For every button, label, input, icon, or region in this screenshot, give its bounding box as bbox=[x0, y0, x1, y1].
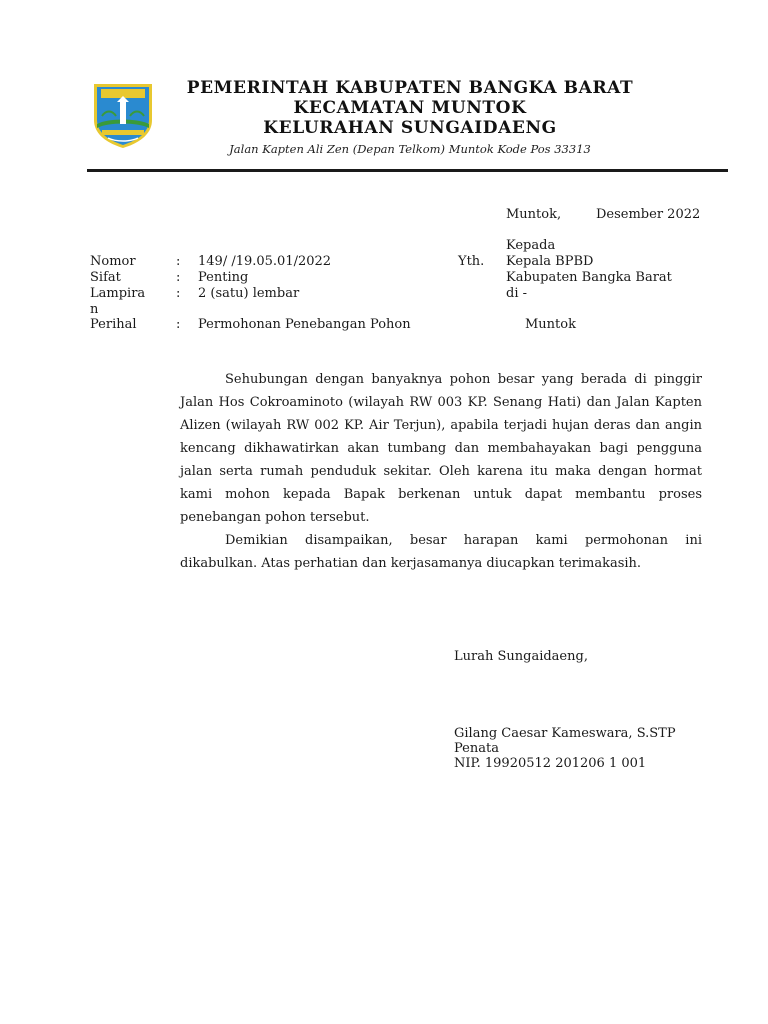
recipient-kepada: Kepada bbox=[506, 238, 556, 253]
nomor-label: Nomor bbox=[90, 254, 136, 269]
recipient-line-4: Muntok bbox=[525, 317, 576, 332]
recipient-line-2: Kabupaten Bangka Barat bbox=[506, 270, 672, 285]
recipient-yth: Yth. bbox=[458, 254, 485, 269]
sifat-label: Sifat bbox=[90, 270, 121, 285]
perihal-label: Perihal bbox=[90, 317, 137, 332]
signature-title: Lurah Sungaidaeng, bbox=[454, 649, 588, 664]
letterhead-divider bbox=[87, 169, 728, 172]
perihal-value: Permohonan Penebangan Pohon bbox=[198, 317, 411, 332]
letter-place: Muntok, bbox=[506, 207, 562, 222]
lampiran-label-b: n bbox=[90, 302, 99, 317]
recipient-line-1: Kepala BPBD bbox=[506, 254, 594, 269]
letter-body bbox=[180, 368, 702, 575]
letterhead-address: Jalan Kapten Ali Zen (Depan Telkom) Muntok Kode Pos 33313 bbox=[229, 142, 591, 156]
letter-date: Desember 2022 bbox=[596, 207, 701, 222]
lampiran-value: 2 (satu) lembar bbox=[198, 286, 300, 301]
letterhead bbox=[160, 78, 660, 156]
signature-name: Gilang Caesar Kameswara, S.STP bbox=[454, 726, 676, 741]
perihal-colon: : bbox=[176, 317, 181, 332]
nomor-colon: : bbox=[176, 254, 181, 269]
letterhead-line-3: KELURAHAN SUNGAIDAENG bbox=[263, 118, 557, 138]
lampiran-label-a: Lampira bbox=[90, 286, 146, 301]
recipient-line-3: di - bbox=[506, 286, 528, 301]
lampiran-colon: : bbox=[176, 286, 181, 301]
letterhead-line-1: PEMERINTAH KABUPATEN BANGKA BARAT bbox=[186, 78, 634, 98]
signature-nip: NIP. 19920512 201206 1 001 bbox=[454, 756, 647, 771]
nomor-value: 149/ /19.05.01/2022 bbox=[198, 254, 332, 269]
body-paragraph-1: Sehubungan dengan banyaknya pohon besar yang berada di pinggir Jalan Hos Cokroaminoto (wilayah RW 003 KP. Senang Hati) dan Jalan Kapten Alizen (wilayah RW 002 KP. Air Terjun), apabila terjadi hujan deras dan angin kencang dikhawatirkan akan tumbang dan membahayakan bagi pengguna jalan serta rumah penduduk sekitar. Oleh karena itu maka dengan hormat kami mohon kepada Bapak berkenan untuk dapat membantu proses penebangan pohon tersebut. bbox=[180, 372, 702, 525]
sifat-value: Penting bbox=[198, 270, 249, 285]
sifat-colon: : bbox=[176, 270, 181, 285]
kabupaten-bangka-barat-logo bbox=[88, 80, 158, 150]
body-paragraph-2: Demikian disampaikan, besar harapan kami permohonan ini dikabulkan. Atas perhatian dan kerjasamanya diucapkan terimakasih. bbox=[180, 533, 702, 571]
signature-rank: Penata bbox=[454, 741, 499, 756]
letterhead-line-2: KECAMATAN MUNTOK bbox=[293, 98, 527, 118]
